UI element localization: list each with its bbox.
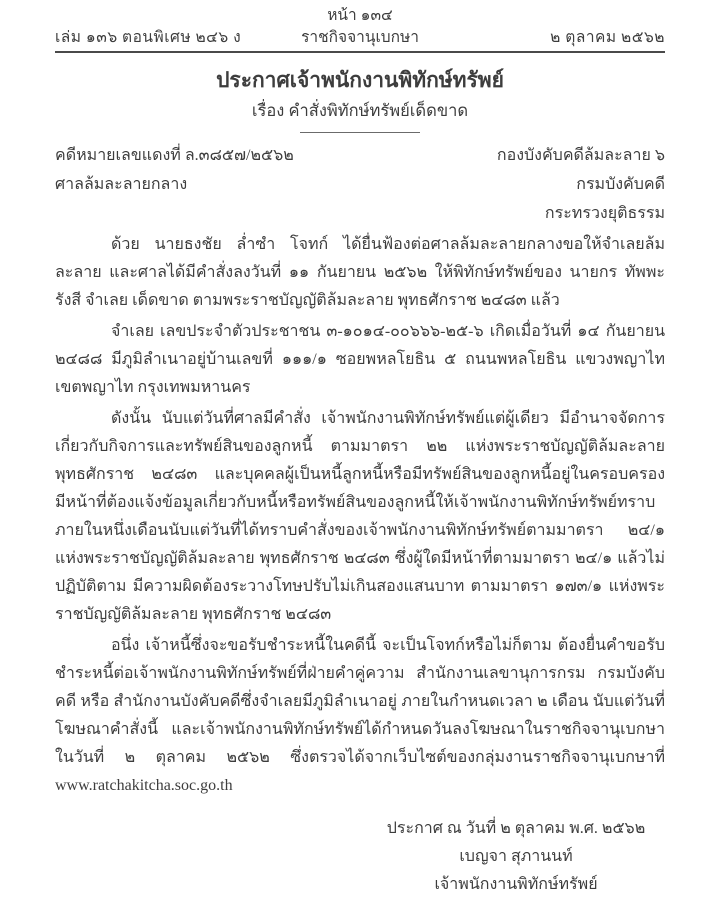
case-info-row <box>55 141 665 228</box>
paragraph-creditor-claims: อนึ่ง เจ้าหนี้ซึ่งจะขอรับชำระหนี้ในคดีนี้ จะเป็นโจทก์หรือไม่ก็ตาม ต้องยื่นคำขอรับชำระหนี้ต่อเจ้าพนักงานพิทักษ์ทรัพย์ที่ฝ่ายคำคู่ความ สำนักงานเลขานุการกรม กรมบังคับคดี หรือ สำนักงานบังคับคดีซึ่งจำเลยมีภูมิลำเนาอยู่ ภายในกำหนดเวลา ๒ เดือน นับแต่วันที่โฆษณาคำสั่งนี้ และเจ้าพนักงานพิทักษ์ทรัพย์ได้กำหนดวันลงโฆษณาในราชกิจจานุเบกษา ในวันที่ ๒ ตุลาคม ๒๕๖๒ ซึ่งตรวจได้จากเว็บไซต์ของกลุ่มงานราชกิจจานุเบกษาที่ www.ratchakitcha.soc.go.th <box>55 637 665 794</box>
enforcement-division: กองบังคับคดีล้มละลาย ๖ <box>496 147 665 164</box>
section-divider <box>300 132 420 133</box>
paragraph-debtor-details: จำเลย เลขประจำตัวประชาชน ๓-๑๐๑๔-๐๐๖๖๖-๒๕-๖ เกิดเมื่อวันที่ ๑๔ กันยายน ๒๔๘๘ มีภูมิลำเนาอยู่บ้านเลขที่ ๑๑๑/๑ ซอยพหลโยธิน ๕ ถนนพหลโยธิน แขวงพญาไท เขตพญาไท กรุงเทพมหานคร <box>55 323 665 396</box>
paragraph-filing: ด้วย นายธงชัย ล่ำซำ โจทก์ ได้ยื่นฟ้องต่อศาลล้มละลายกลางขอให้จำเลยล้มละลาย และศาลได้มีคำสั่งลงวันที่ ๑๑ กันยายน ๒๕๖๒ ให้พิทักษ์ทรัพย์ของ นายกร ทัพพะรังสี จำเลย เด็ดขาด ตามพระราชบัญญัติล้มละลาย พุทธศักราช ๒๔๘๓ แล้ว <box>55 236 665 309</box>
signature-block <box>351 815 681 899</box>
signer-title: เจ้าพนักงานพิทักษ์ทรัพย์ <box>434 876 598 893</box>
case-number: คดีหมายเลขแดงที่ ล.๓๘๕๗/๒๕๖๒ <box>55 147 294 164</box>
announcement-body <box>55 231 665 800</box>
paragraph-receiver-powers: ดังนั้น นับแต่วันที่ศาลมีคำสั่ง เจ้าพนักงานพิทักษ์ทรัพย์แต่ผู้เดียว มีอำนาจจัดการเกี่ยวกับกิจการและทรัพย์สินของลูกหนี้ ตามมาตรา ๒๒ แห่งพระราชบัญญัติล้มละลาย พุทธศักราช ๒๔๘๓ และบุคคลผู้เป็นหนี้ลูกหนี้หรือมีทรัพย์สินของลูกหนี้อยู่ในครอบครอง มีหน้าที่ต้องแจ้งข้อมูลเกี่ยวกับหนี้หรือทรัพย์สินของลูกหนี้ให้เจ้าพนักงานพิทักษ์ทรัพย์ทราบ ภายในหนึ่งเดือนนับแต่วันที่ได้ทราบคำสั่งของเจ้าพนักงานพิทักษ์ทรัพย์ตามมาตรา ๒๔/๑ แห่งพระราชบัญญัติล้มละลาย พุทธศักราช ๒๔๘๓ ซึ่งผู้ใดมีหน้าที่ตามมาตรา ๒๔/๑ แล้วไม่ปฏิบัติตาม มีความผิดต้องระวางโทษปรับไม่เกินสองแสนบาท ตามมาตรา ๑๗๓/๑ แห่งพระราชบัญญัติล้มละลาย พุทธศักราช ๒๔๘๓ <box>55 410 665 623</box>
masthead-row <box>55 27 665 49</box>
announcement-title: ประกาศเจ้าพนักงานพิทักษ์ทรัพย์ <box>216 68 504 92</box>
gazette-name: ราชกิจจานุเบกษา <box>301 29 419 46</box>
announcement-date-line: ประกาศ ณ วันที่ ๒ ตุลาคม พ.ศ. ๒๕๖๒ <box>386 820 646 837</box>
header-rule <box>55 51 665 53</box>
case-info-right <box>497 141 665 228</box>
signer-name: เบญจา สุภานนท์ <box>459 848 573 865</box>
publication-date: ๒ ตุลาคม ๒๕๖๒ <box>550 29 665 46</box>
case-info-left <box>55 141 294 199</box>
volume-info: เล่ม ๑๓๖ ตอนพิเศษ ๒๔๖ ง <box>55 29 242 46</box>
ministry-name: กระทรวงยุติธรรม <box>544 205 665 222</box>
court-name: ศาลล้มละลายกลาง <box>55 176 188 193</box>
announcement-subject: เรื่อง คำสั่งพิทักษ์ทรัพย์เด็ดขาด <box>251 101 469 120</box>
page-number: หน้า ๑๓๔ <box>327 7 393 24</box>
department-name: กรมบังคับคดี <box>576 176 665 193</box>
